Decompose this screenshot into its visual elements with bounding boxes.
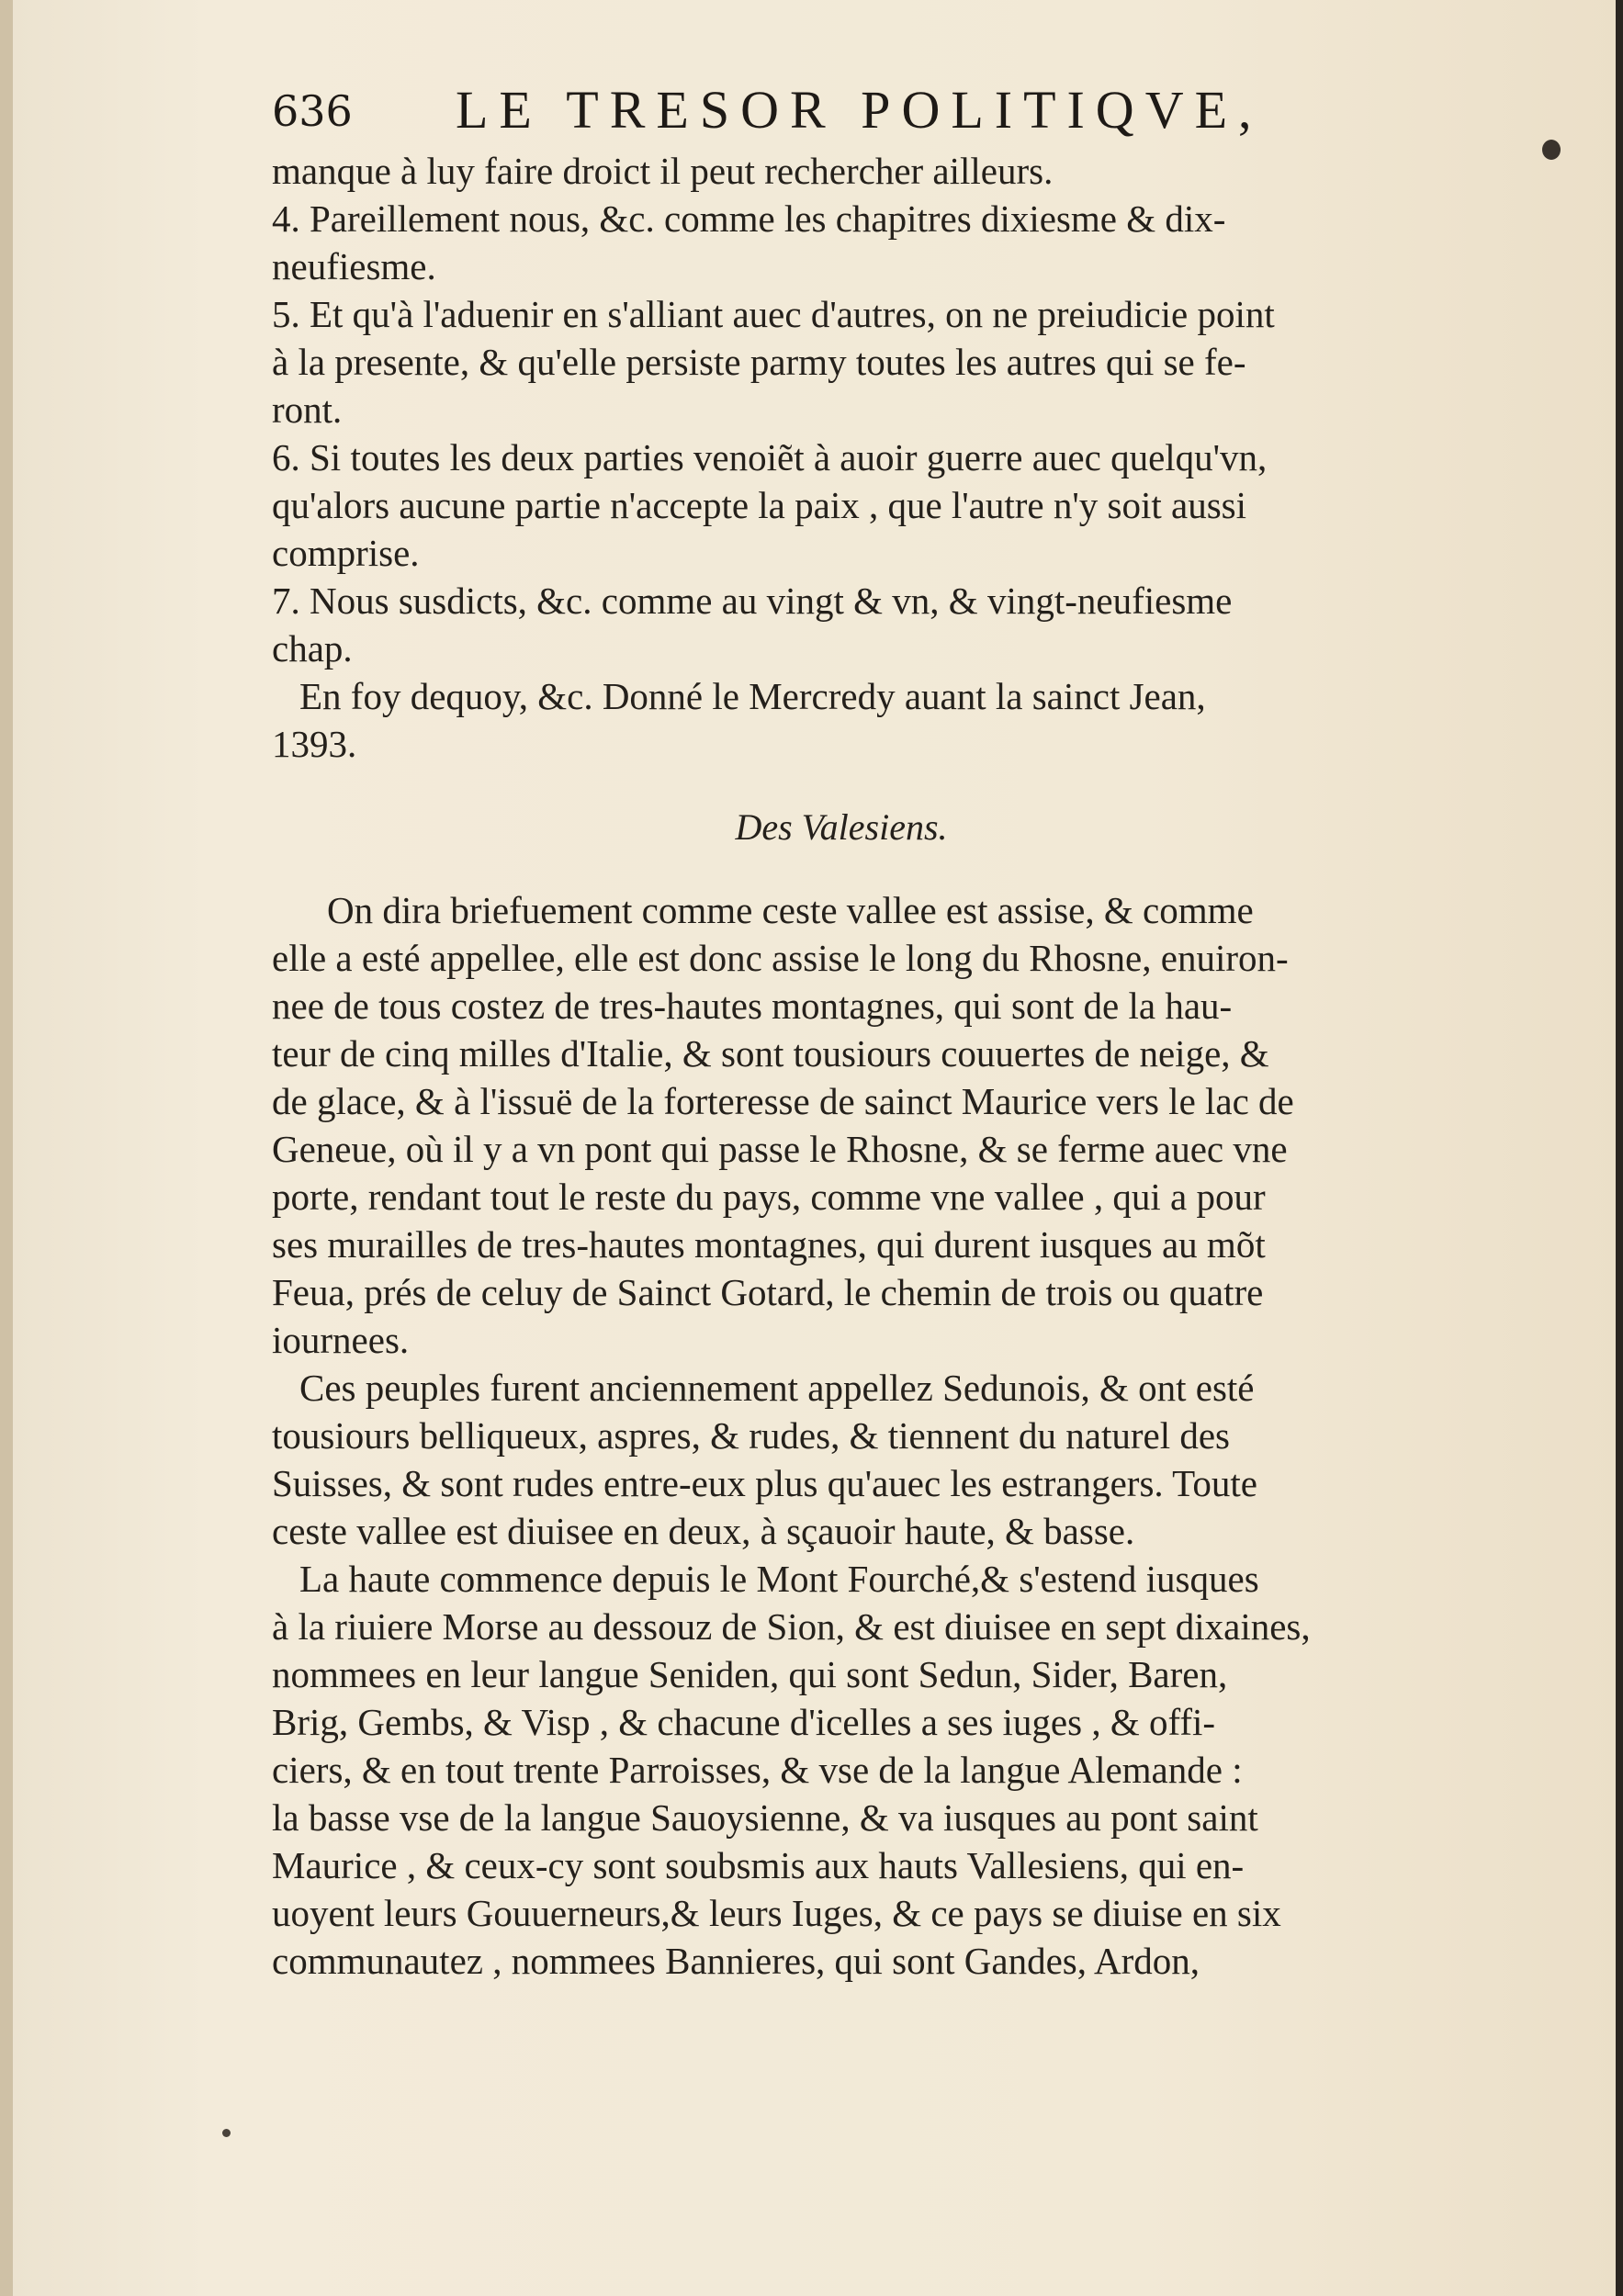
text-line: ciers, & en tout trente Parroisses, & vse de la langue Alemande : <box>272 1749 1243 1791</box>
running-title: LE TRESOR POLITIQVE, <box>456 80 1263 140</box>
text-line: teur de cinq milles d'Italie, & sont tousiours couuertes de neige, & <box>272 1032 1269 1075</box>
text-line: comprise. <box>272 532 420 574</box>
page-edge <box>1616 0 1623 2296</box>
text-line: 1393. <box>272 723 357 765</box>
text-line: porte, rendant tout le reste du pays, comme vne vallee , qui a pour <box>272 1176 1266 1218</box>
text-line: Ces peuples furent anciennement appellez Sedunois, & ont esté <box>299 1367 1255 1409</box>
text-line: qu'alors aucune partie n'accepte la paix , que l'autre n'y soit aussi <box>272 484 1246 526</box>
text-line: la basse vse de la langue Sauoysienne, & va iusques au pont saint <box>272 1796 1258 1839</box>
text-line: ront. <box>272 388 343 431</box>
text-line: La haute commence depuis le Mont Fourché,& s'estend iusques <box>299 1558 1259 1600</box>
section-treaty-articles <box>272 147 1411 768</box>
text-line: ses murailles de tres-hautes montagnes, qui durent iusques au mõt <box>272 1223 1266 1266</box>
body-text <box>272 147 1411 1982</box>
text-line: Geneue, où il y a vn pont qui passe le Rhosne, & se ferme auec vne <box>272 1128 1288 1170</box>
text-line: de glace, & à l'issuë de la forteresse de sainct Maurice vers le lac de <box>272 1080 1294 1122</box>
text-line: En foy dequoy, &c. Donné le Mercredy auant la sainct Jean, <box>299 675 1206 717</box>
text-line: uoyent leurs Gouuerneurs,& leurs Iuges, & ce pays se diuise en six <box>272 1892 1281 1934</box>
text-line: iournees. <box>272 1319 410 1361</box>
text-line: à la riuiere Morse au dessouz de Sion, & est diuisee en sept dixaines, <box>272 1605 1311 1648</box>
text-line: 7. Nous susdicts, &c. comme au vingt & vn, & vingt-neufiesme <box>272 580 1233 622</box>
text-line: 4. Pareillement nous, &c. comme les chapitres dixiesme & dix- <box>272 197 1226 240</box>
book-gutter <box>0 0 13 2296</box>
running-header <box>272 79 1319 152</box>
text-line: Suisses, & sont rudes entre-eux plus qu'auec les estrangers. Toute <box>272 1462 1257 1504</box>
text-line: Feua, prés de celuy de Sainct Gotard, le chemin de trois ou quatre <box>272 1271 1264 1313</box>
text-line: neufiesme. <box>272 245 436 287</box>
text-line: Maurice , & ceux-cy sont soubsmis aux hauts Vallesiens, qui en- <box>272 1844 1245 1886</box>
text-line: On dira briefuement comme ceste vallee est assise, & comme <box>327 889 1254 931</box>
text-line: à la presente, & qu'elle persiste parmy toutes les autres qui se fe- <box>272 341 1246 383</box>
section-heading: Des Valesiens. <box>735 806 948 848</box>
text-line: ceste vallee est diuisee en deux, à sçauoir haute, & basse. <box>272 1510 1135 1552</box>
section-valesiens <box>272 886 1411 1985</box>
ink-smudge <box>1542 140 1561 160</box>
text-line: nee de tous costez de tres-hautes montagnes, qui sont de la hau- <box>272 985 1233 1027</box>
text-line: 5. Et qu'à l'aduenir en s'alliant auec d'autres, on ne preiudicie point <box>272 293 1275 335</box>
text-line: 6. Si toutes les deux parties venoiẽt à auoir guerre auec quelqu'vn, <box>272 436 1268 478</box>
page-number: 636 <box>272 86 353 136</box>
text-line: Brig, Gembs, & Visp , & chacune d'icelles a ses iuges , & offi- <box>272 1701 1216 1743</box>
text-line: nommees en leur langue Seniden, qui sont Sedun, Sider, Baren, <box>272 1653 1228 1695</box>
text-line: elle a esté appellee, elle est donc assise le long du Rhosne, enuiron- <box>272 937 1289 979</box>
ink-dot <box>222 2129 231 2137</box>
text-line: manque à luy faire droict il peut rechercher ailleurs. <box>272 150 1054 192</box>
text-line: communautez , nommees Bannieres, qui sont Gandes, Ardon, <box>272 1940 1200 1982</box>
text-line: tousiours belliqueux, aspres, & rudes, & tiennent du naturel des <box>272 1414 1231 1457</box>
text-line: chap. <box>272 627 353 670</box>
